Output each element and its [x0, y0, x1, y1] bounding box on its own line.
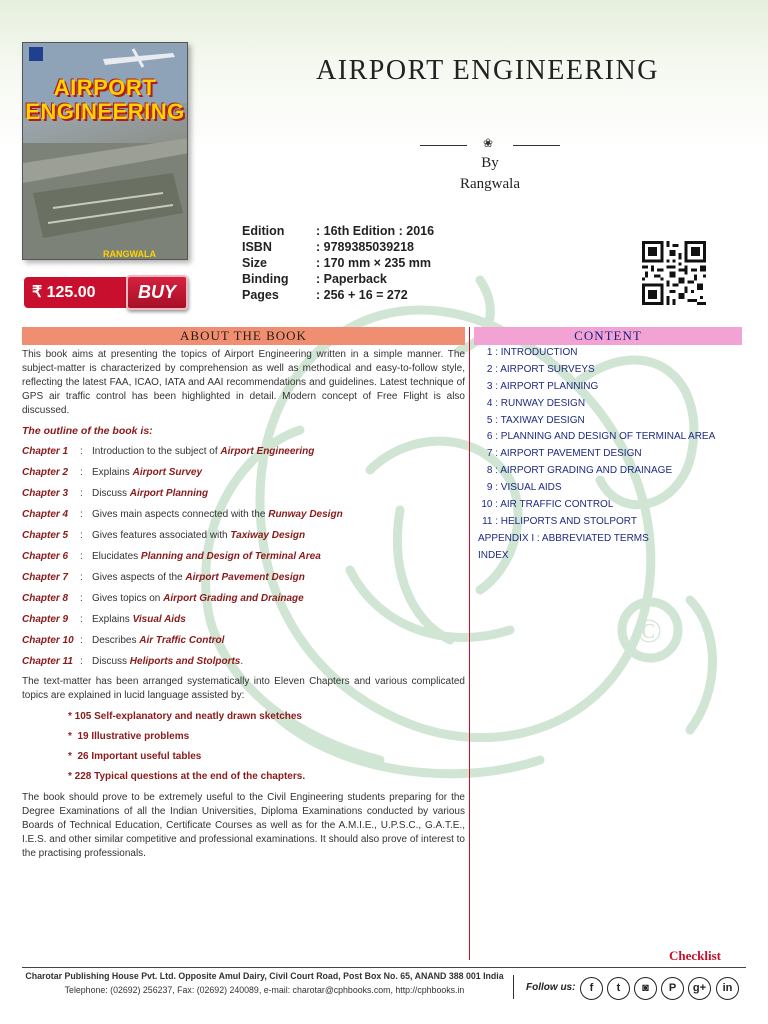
chapter-text: Gives main aspects connected with the: [92, 509, 266, 520]
chapter-label: Chapter 10: [22, 635, 74, 646]
chapter-text: Introduction to the subject of: [92, 446, 218, 457]
book-details: [242, 224, 434, 304]
toc-item[interactable]: 3 : AIRPORT PLANNING: [486, 380, 599, 392]
chapter-label: Chapter 1: [22, 446, 69, 457]
svg-text:©: ©: [636, 613, 662, 650]
toc-item[interactable]: 2 : AIRPORT SURVEYS: [486, 363, 595, 375]
cover-author: RANGWALA: [103, 249, 156, 259]
toc-item[interactable]: 10 : AIR TRAFFIC CONTROL: [481, 499, 614, 511]
chapter-text: Gives topics on: [92, 593, 161, 604]
publisher-contact: Telephone: (02692) 256237, Fax: (02692) 240089, e-mail: charotar@cphbooks.com, http://cphbooks.in: [64, 985, 465, 995]
ornament-divider: [420, 138, 560, 152]
detail-key: ISBN: [242, 240, 272, 254]
chapter-label: Chapter 4: [22, 509, 69, 520]
buy-button[interactable]: BUY: [126, 275, 188, 310]
twitter-icon[interactable]: t: [607, 977, 630, 1000]
googleplus-icon[interactable]: g+: [688, 977, 711, 1000]
instagram-icon[interactable]: ◙: [634, 977, 657, 1000]
follow-us-label: Follow us:: [526, 982, 576, 993]
about-middle: The text-matter has been arranged systematically into Eleven Chapters and various complicated topics are explained in lucid language assisted by:: [22, 676, 465, 701]
chapter-text: Discuss: [92, 656, 128, 667]
table-of-contents: [478, 347, 742, 567]
feature-bullet: * 19 Illustrative problems: [68, 731, 190, 742]
facebook-icon[interactable]: f: [580, 977, 603, 1000]
chapter-label: Chapter 11: [22, 656, 73, 667]
content-heading: CONTENT: [474, 327, 742, 345]
detail-value: : 16th Edition : 2016: [316, 224, 435, 238]
about-book-heading: ABOUT THE BOOK: [22, 327, 465, 345]
chapter-text: Explains: [92, 614, 130, 625]
toc-item[interactable]: INDEX: [478, 549, 509, 561]
cover-title-line2: ENGINEERING: [25, 99, 185, 124]
chapter-label: Chapter 2: [22, 467, 69, 478]
pinterest-icon[interactable]: P: [661, 977, 684, 1000]
detail-key: Pages: [242, 288, 279, 302]
chapter-emphasis: Airport Grading and Drainage: [163, 593, 304, 604]
linkedin-icon[interactable]: in: [716, 977, 739, 1000]
footer-separator: [513, 975, 514, 999]
chapter-label: Chapter 5: [22, 530, 69, 541]
flower-ornament-icon: ❀: [483, 136, 494, 150]
detail-value: : 170 mm × 235 mm: [316, 256, 431, 270]
toc-item[interactable]: 11 : HELIPORTS AND STOLPORT: [482, 515, 637, 527]
chapter-text: Describes: [92, 635, 137, 646]
detail-value: : 9789385039218: [316, 240, 415, 254]
price-tag: ₹ 125.00: [24, 277, 132, 308]
chapter-row: Chapter 8 : Gives topics on Airport Grading and Drainage: [22, 593, 304, 604]
outline-title: The outline of the book is:: [22, 425, 153, 437]
chapter-emphasis: Runway Design: [268, 509, 343, 520]
chapter-label: Chapter 6: [22, 551, 69, 562]
chapter-row: Chapter 11 : Discuss Heliports and Stolports.: [22, 656, 244, 667]
chapter-label: Chapter 7: [22, 572, 69, 583]
feature-bullet: * 105 Self-explanatory and neatly drawn sketches: [68, 711, 302, 722]
page-title: AIRPORT ENGINEERING: [316, 55, 659, 86]
chapter-row: Chapter 4 : Gives main aspects connected with the Runway Design: [22, 509, 343, 520]
detail-key: Edition: [242, 224, 285, 238]
chapter-emphasis: Planning and Design of Terminal Area: [140, 551, 321, 562]
feature-bullet: * 26 Important useful tables: [68, 751, 202, 762]
footer-divider: [22, 967, 746, 968]
chapter-row: Chapter 3 : Discuss Airport Planning: [22, 488, 209, 499]
chapter-text: Elucidates: [92, 551, 139, 562]
chapter-emphasis: Visual Aids: [132, 614, 186, 625]
detail-value: : Paperback: [316, 272, 387, 286]
toc-item[interactable]: 4 : RUNWAY DESIGN: [486, 397, 586, 409]
chapter-text: Explains: [92, 467, 130, 478]
checklist-link[interactable]: Checklist: [669, 948, 721, 963]
book-cover-image[interactable]: [22, 42, 188, 260]
chapter-emphasis: Airport Survey: [132, 467, 203, 478]
chapter-row: Chapter 1 : Introduction to the subject of Airport Engineering: [22, 446, 315, 457]
toc-item[interactable]: 8 : AIRPORT GRADING AND DRAINAGE: [486, 465, 673, 477]
detail-key: Binding: [242, 272, 289, 286]
chapter-text: Gives aspects of the: [92, 572, 183, 583]
author-name: Rangwala: [460, 176, 520, 192]
chapter-emphasis: Heliports and Stolports: [129, 656, 241, 667]
chapter-emphasis: Airport Pavement Design: [185, 572, 305, 583]
chapter-emphasis: Airport Engineering: [220, 446, 315, 457]
chapter-row: Chapter 9 : Explains Visual Aids: [22, 614, 186, 625]
detail-key: Size: [242, 256, 268, 270]
chapter-emphasis: Air Traffic Control: [139, 635, 225, 646]
toc-item[interactable]: APPENDIX I : ABBREVIATED TERMS: [478, 532, 649, 544]
chapter-row: Chapter 10 : Describes Air Traffic Control: [22, 635, 225, 646]
chapter-row: Chapter 7 : Gives aspects of the Airport Pavement Design: [22, 572, 305, 583]
detail-value: : 256 + 16 = 272: [316, 288, 408, 302]
chapter-row: Chapter 5 : Gives features associated with Taxiway Design: [22, 530, 306, 541]
toc-item[interactable]: 6 : PLANNING AND DESIGN OF TERMINAL AREA: [486, 431, 716, 443]
publisher-logo: [29, 47, 43, 61]
column-divider: [469, 327, 470, 960]
chapter-row: Chapter 2 : Explains Airport Survey: [22, 467, 203, 478]
chapter-emphasis: Airport Planning: [129, 488, 209, 499]
toc-item[interactable]: 9 : VISUAL AIDS: [486, 482, 562, 494]
chapter-text: Gives features associated with: [92, 530, 228, 541]
publisher-address: Charotar Publishing House Pvt. Ltd. Opposite Amul Dairy, Civil Court Road, Post Box No. 65, ANAND 388 001 India: [25, 971, 504, 981]
toc-item[interactable]: 1 : INTRODUCTION: [486, 347, 578, 358]
feature-bullet: * 228 Typical questions at the end of the chapters.: [68, 771, 306, 782]
chapter-label: Chapter 3: [22, 488, 69, 499]
chapter-label: Chapter 8: [22, 593, 69, 604]
about-intro: This book aims at presenting the topics of Airport Engineering written in a simple manner. The subject-matter is characterized by comprehension as well as methodical and easy-to-follow style, reflecting the latest FAA, ICAO, IATA and AAI recommendations and guidelines. Latest technique of GPS air traffic control has been highlighted in detail. Modern concept of Free Flight is also discussed.: [22, 349, 465, 416]
cover-title-line1: AIRPORT: [53, 75, 157, 100]
qr-code[interactable]: [642, 241, 706, 305]
chapter-label: Chapter 9: [22, 614, 69, 625]
chapter-text: Discuss: [92, 488, 128, 499]
chapter-row: Chapter 6 : Elucidates Planning and Design of Terminal Area: [22, 551, 321, 562]
chapter-emphasis: Taxiway Design: [230, 530, 306, 541]
about-closing: The book should prove to be extremely useful to the Civil Engineering students preparing for the Degree Examinations of all the Indian Universities, Diploma Examinations conducted by various Boards of Technical Education, Certificate Courses as well as for the A.M.I.E., U.P.S.C., G.A.T.E., I.E.S. and other similar competitive and professional examinations. It should also prove of interest to the practising professionals.: [22, 792, 465, 859]
by-label: By: [481, 155, 499, 171]
toc-item[interactable]: 5 : TAXIWAY DESIGN: [486, 414, 585, 426]
toc-item[interactable]: 7 : AIRPORT PAVEMENT DESIGN: [486, 448, 642, 460]
